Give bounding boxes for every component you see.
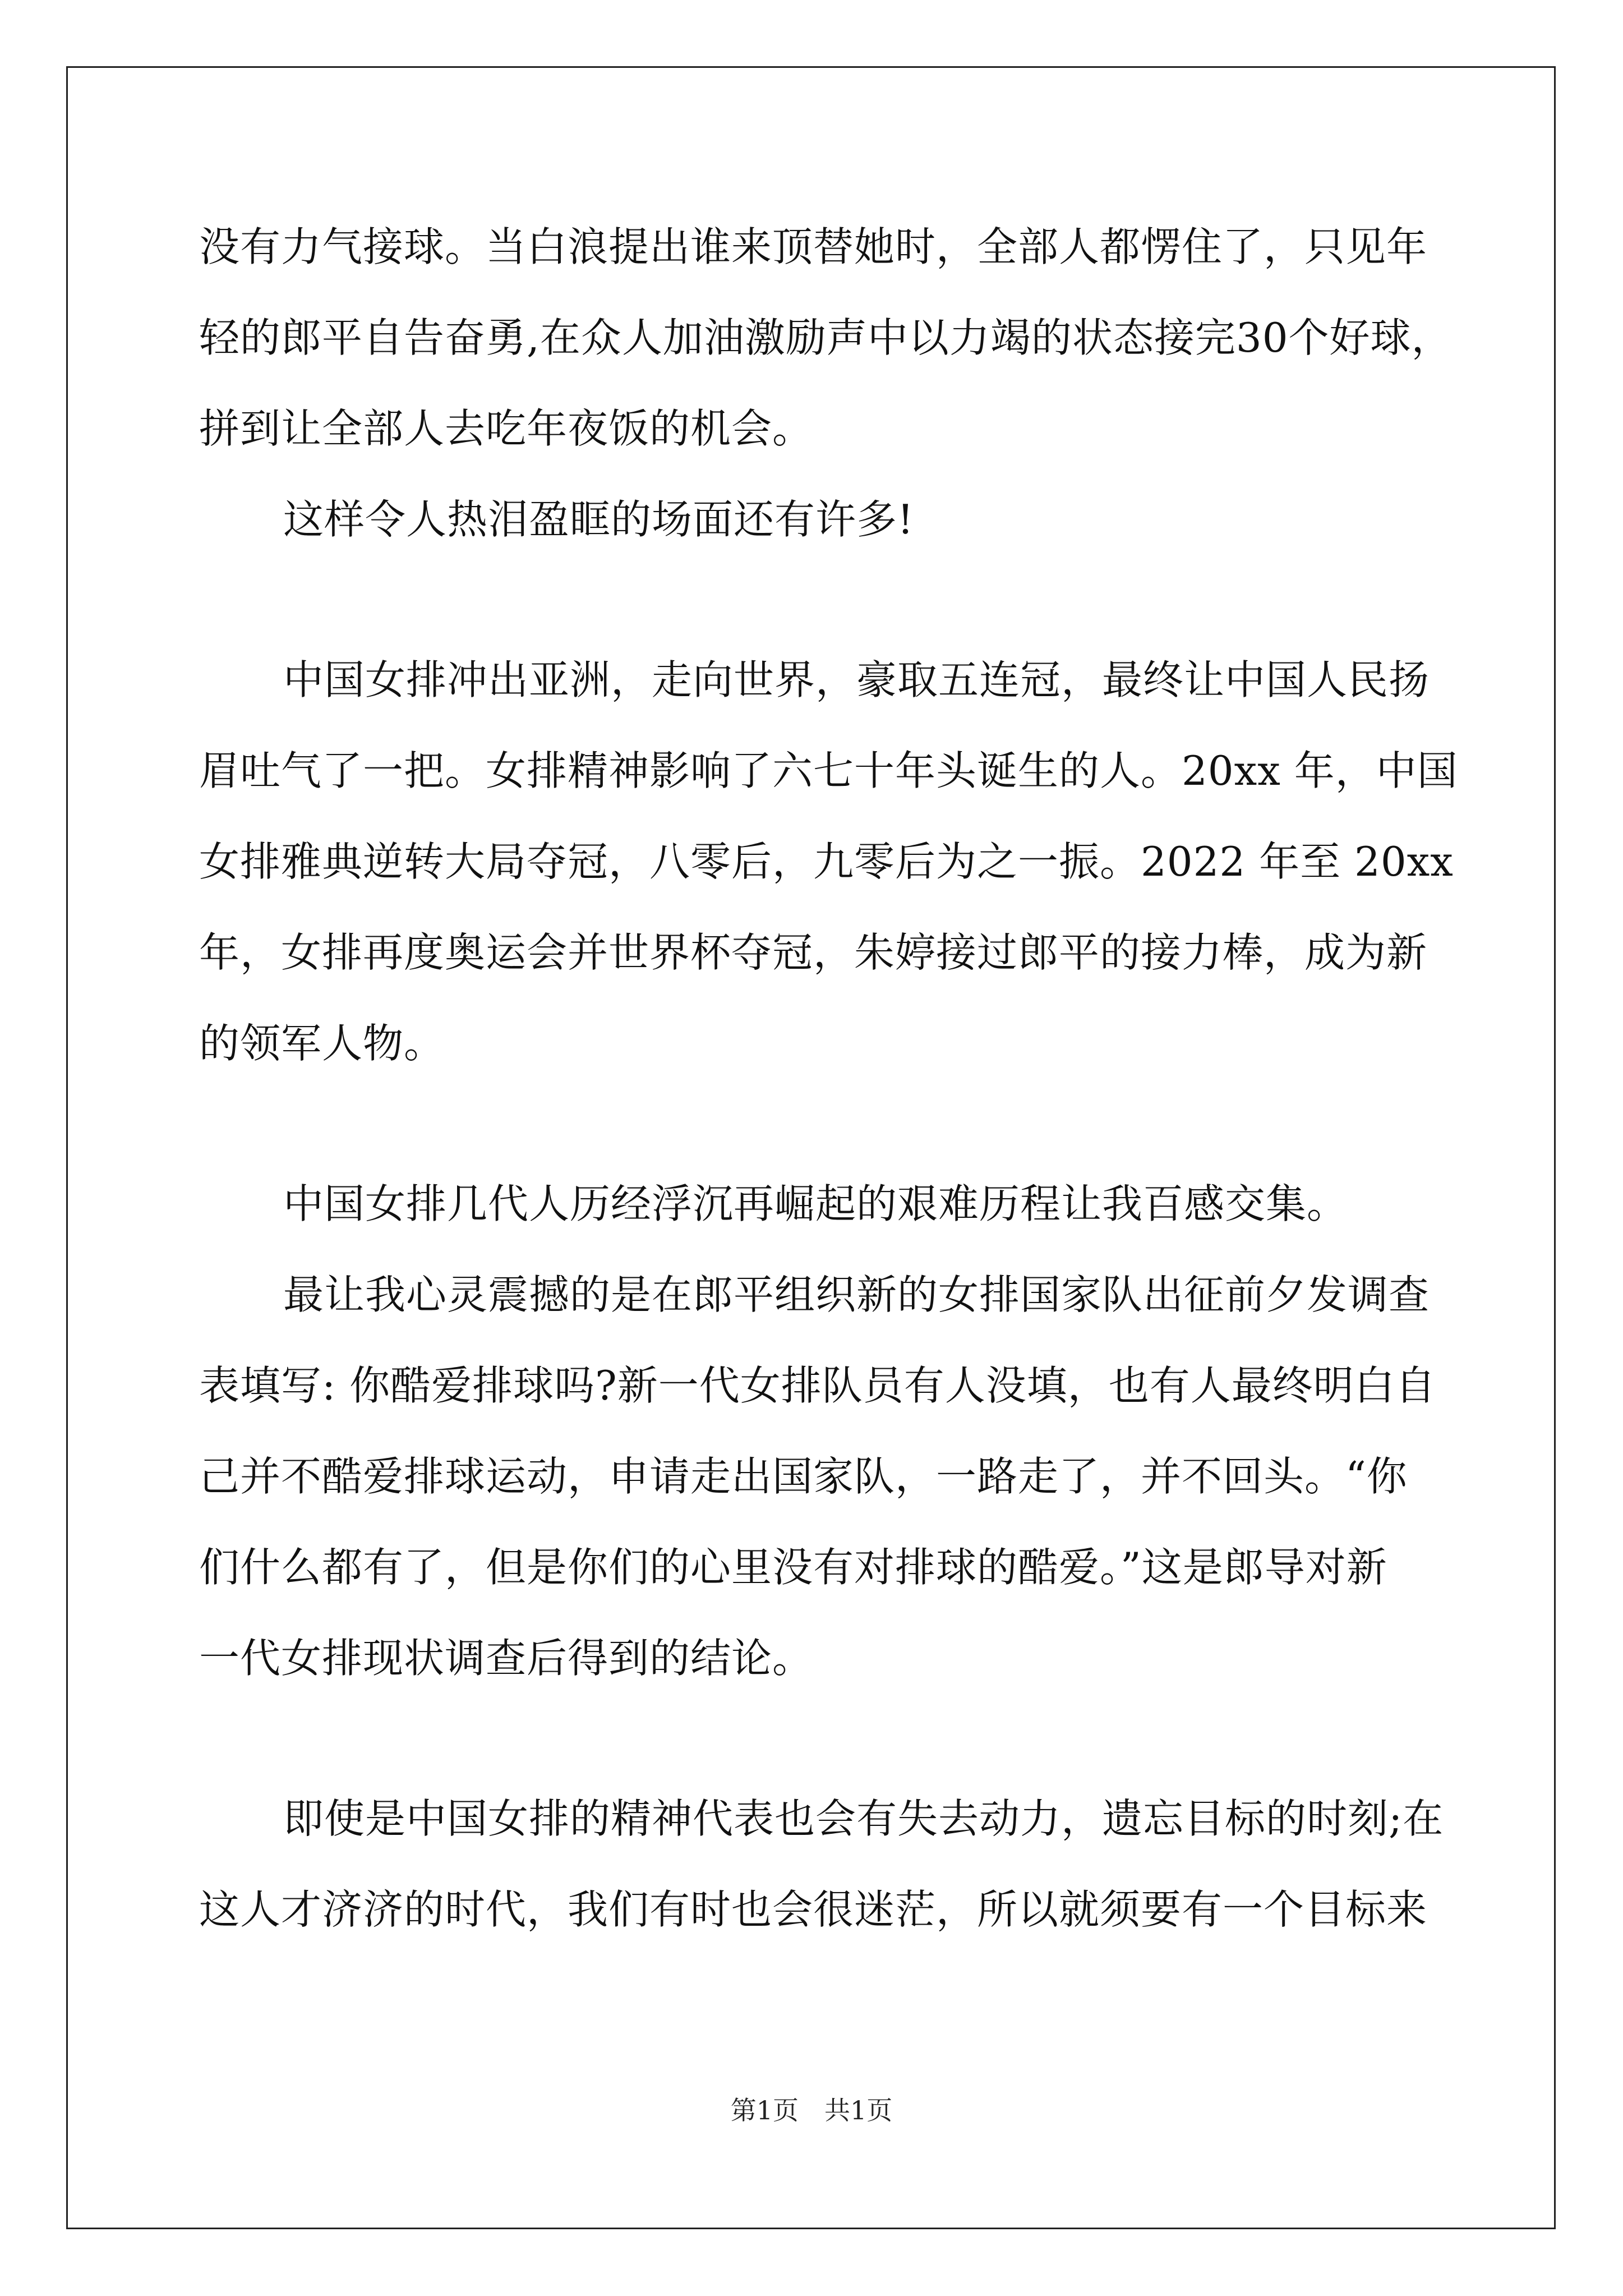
text-line: 没有力气接球。当白浪提出谁来顶替她时，全部人都愣住了，只见年 [199, 223, 1428, 270]
text-line: 的领军人物。 [199, 1020, 445, 1067]
text-line: 表填写: 你酷爱排球吗?新一代女排队员有人没填，也有人最终明白自 [199, 1362, 1436, 1409]
text-line: 们什么都有了，但是你们的心里没有对排球的酷爱。”这是郎导对新 [199, 1544, 1387, 1591]
text-line: 轻的郎平自告奋勇,在众人加油激励声中以力竭的状态接完30个好球， [199, 314, 1453, 361]
text-line: 中国女排几代人历经浮沉再崛起的艰难历程让我百感交集。 [283, 1180, 1348, 1227]
text-line: 己并不酷爱排球运动，申请走出国家队，一路走了，并不回头。“你 [199, 1453, 1408, 1500]
text-line: 中国女排冲出亚洲，走向世界，豪取五连冠，最终让中国人民扬 [283, 656, 1430, 703]
text-line: 一代女排现状调查后得到的结论。 [199, 1635, 814, 1682]
text-line: 拼到让全部人去吃年夜饭的机会。 [199, 405, 814, 452]
text-line: 女排雅典逆转大局夺冠，八零后，九零后为之一振。2022 年至 20xx [199, 838, 1454, 885]
text-line: 眉吐气了一把。女排精神影响了六七十年头诞生的人。20xx 年，中国 [199, 747, 1458, 794]
text-line: 即使是中国女排的精神代表也会有失去动力，遗忘目标的时刻;在 [283, 1795, 1444, 1842]
text-line: 年，女排再度奥运会并世界杯夺冠，朱婷接过郎平的接力棒，成为新 [199, 929, 1428, 976]
text-line: 这样令人热泪盈眶的场面还有许多! [283, 496, 914, 543]
text-line: 这人才济济的时代，我们有时也会很迷茫，所以就须要有一个目标来 [199, 1886, 1428, 1933]
text-line: 最让我心灵震撼的是在郎平组织新的女排国家队出征前夕发调查 [283, 1271, 1430, 1318]
page-number: 第1页 共1页 [730, 2095, 893, 2125]
